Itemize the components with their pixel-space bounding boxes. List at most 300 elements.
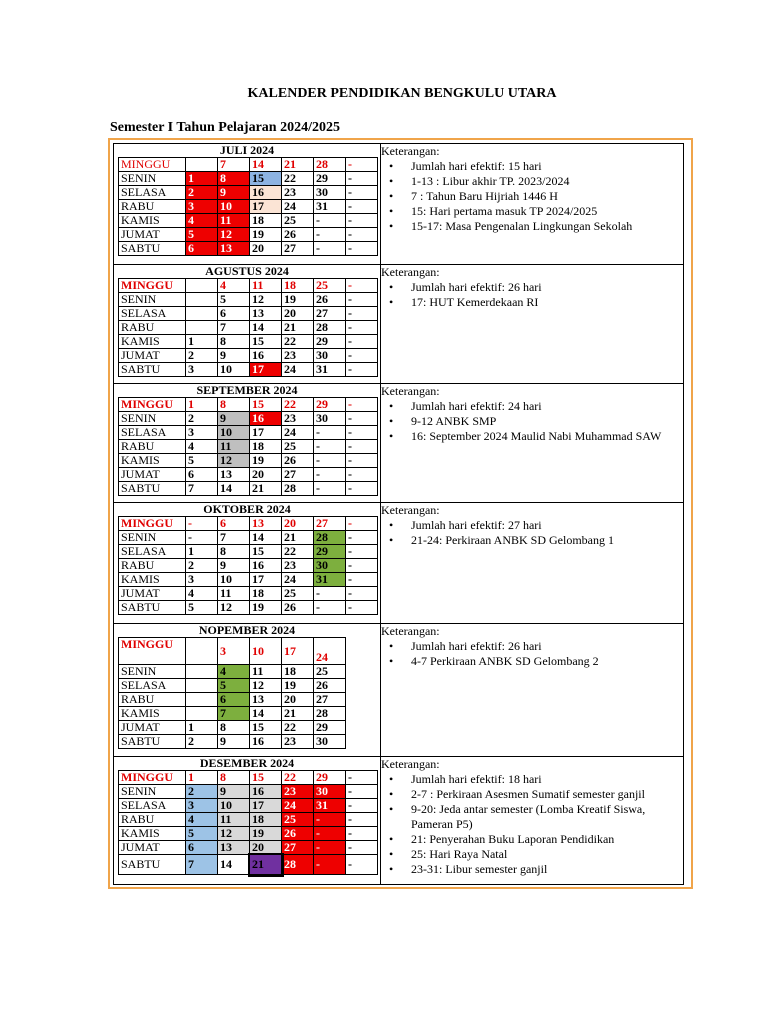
date-cell: 11 — [250, 279, 282, 293]
week-row — [119, 279, 378, 293]
week-row — [119, 587, 378, 601]
date-cell: - — [346, 293, 378, 307]
day-label: SELASA — [119, 186, 186, 200]
date-cell: 6 — [218, 307, 250, 321]
date-cell: 16 — [250, 349, 282, 363]
week-row — [119, 335, 378, 349]
date-cell: 21 — [282, 158, 314, 172]
day-label: KAMIS — [119, 214, 186, 228]
date-cell: 25 — [314, 665, 346, 679]
date-cell: 29 — [314, 398, 346, 412]
date-cell: 25 — [314, 279, 346, 293]
date-cell: - — [346, 587, 378, 601]
day-label: RABU — [119, 813, 186, 827]
date-cell: - — [314, 601, 346, 615]
date-cell: - — [314, 242, 346, 256]
date-cell: 23 — [282, 785, 314, 799]
note-item: • Jumlah hari efektif: 24 hari — [381, 399, 683, 414]
note-item: • 15: Hari pertama masuk TP 2024/2025 — [381, 204, 683, 219]
date-cell: - — [346, 482, 378, 496]
date-cell: 28 — [314, 158, 346, 172]
semester-subtitle: Semester I Tahun Pelajaran 2024/2025 — [110, 120, 340, 135]
date-cell: - — [346, 573, 378, 587]
date-cell: 1 — [186, 771, 218, 785]
date-cell: 9 — [218, 735, 250, 749]
date-cell: 18 — [250, 813, 282, 827]
date-cell: 22 — [282, 771, 314, 785]
day-label: SENIN — [119, 172, 186, 186]
date-cell: 6 — [186, 468, 218, 482]
date-cell: 19 — [250, 228, 282, 242]
date-cell: 16 — [250, 735, 282, 749]
date-cell: - — [346, 841, 378, 855]
day-label: SABTU — [119, 482, 186, 496]
date-cell: - — [346, 214, 378, 228]
month-grid — [118, 397, 378, 496]
date-cell: 15 — [250, 771, 282, 785]
month-row-oktober — [114, 503, 684, 624]
note-item: • 21-24: Perkiraan ANBK SD Gelombang 1 — [381, 533, 683, 548]
week-row — [119, 228, 378, 242]
date-cell: - — [314, 440, 346, 454]
week-row — [119, 412, 378, 426]
page-title: KALENDER PENDIDIKAN BENGKULU UTARA — [247, 86, 557, 101]
date-cell: 3 — [186, 200, 218, 214]
date-cell: 1 — [186, 721, 218, 735]
date-cell: 25 — [282, 440, 314, 454]
week-row — [119, 307, 378, 321]
note-item: • 2-7 : Perkiraan Asesmen Sumatif semester ganjil — [381, 787, 683, 802]
date-cell: 13 — [250, 517, 282, 531]
date-cell: 18 — [282, 279, 314, 293]
date-cell: 8 — [218, 771, 250, 785]
date-cell: 14 — [218, 482, 250, 496]
date-cell: 5 — [218, 679, 250, 693]
date-cell: 3 — [186, 799, 218, 813]
notes-cell — [381, 503, 684, 624]
month-title: AGUSTUS 2024 — [205, 264, 289, 278]
date-cell: 12 — [218, 601, 250, 615]
date-cell: 16 — [250, 785, 282, 799]
date-cell: 13 — [218, 841, 250, 855]
date-cell: 28 — [282, 482, 314, 496]
date-cell: 23 — [282, 186, 314, 200]
week-row — [119, 186, 378, 200]
date-cell: 17 — [250, 363, 282, 377]
date-cell: - — [346, 855, 378, 875]
date-cell: 2 — [186, 785, 218, 799]
date-cell: - — [346, 440, 378, 454]
day-label: SELASA — [119, 307, 186, 321]
date-cell: - — [346, 412, 378, 426]
day-label: JUMAT — [119, 841, 186, 855]
notes-cell — [381, 265, 684, 384]
notes-label: Keterangan: — [381, 265, 440, 279]
date-cell: 3 — [218, 638, 250, 665]
date-cell: 29 — [314, 545, 346, 559]
note-item: • Jumlah hari efektif: 27 hari — [381, 518, 683, 533]
date-cell: - — [314, 468, 346, 482]
notes-cell — [381, 144, 684, 265]
date-cell: 19 — [282, 679, 314, 693]
date-cell: 9 — [218, 412, 250, 426]
date-cell: 30 — [314, 735, 346, 749]
date-cell: - — [346, 827, 378, 841]
month-title: DESEMBER 2024 — [199, 756, 295, 770]
date-cell: 21 — [282, 707, 314, 721]
date-cell: - — [186, 517, 218, 531]
date-cell: 15 — [250, 172, 282, 186]
date-cell: 14 — [250, 707, 282, 721]
date-cell: 21 — [282, 321, 314, 335]
date-cell: 8 — [218, 721, 250, 735]
notes-list — [381, 399, 683, 444]
date-cell: 11 — [250, 665, 282, 679]
date-cell: 20 — [250, 242, 282, 256]
date-cell: 16 — [250, 559, 282, 573]
notes-label: Keterangan: — [381, 503, 440, 517]
date-cell: 14 — [250, 531, 282, 545]
date-cell: 4 — [186, 813, 218, 827]
date-cell: 2 — [186, 349, 218, 363]
date-cell: 15 — [250, 721, 282, 735]
day-label: KAMIS — [119, 454, 186, 468]
date-cell: - — [314, 841, 346, 855]
date-cell — [186, 293, 218, 307]
month-row-juli — [114, 144, 684, 265]
day-label: SELASA — [119, 545, 186, 559]
month-row-desember — [114, 757, 684, 885]
day-label: SABTU — [119, 855, 186, 875]
note-item: • 21: Penyerahan Buku Laporan Pendidikan — [381, 832, 683, 847]
date-cell: - — [346, 242, 378, 256]
date-cell: 13 — [218, 468, 250, 482]
notes-list — [381, 518, 683, 548]
date-cell: 24 — [314, 638, 346, 665]
week-row — [119, 545, 378, 559]
date-cell: 10 — [218, 200, 250, 214]
day-label: RABU — [119, 321, 186, 335]
date-cell: 31 — [314, 573, 346, 587]
date-cell: 11 — [218, 587, 250, 601]
day-label: SABTU — [119, 735, 186, 749]
note-item: • 15-17: Masa Pengenalan Lingkungan Sekolah — [381, 219, 683, 234]
date-cell: 10 — [250, 638, 282, 665]
date-cell: 5 — [186, 228, 218, 242]
date-cell: 27 — [314, 517, 346, 531]
date-cell: 23 — [282, 412, 314, 426]
date-cell: 30 — [314, 412, 346, 426]
date-cell: 29 — [314, 172, 346, 186]
week-row — [119, 531, 378, 545]
date-cell: 26 — [282, 454, 314, 468]
notes-cell — [381, 757, 684, 885]
month-grid — [118, 516, 378, 615]
date-cell: 15 — [250, 398, 282, 412]
date-cell: 23 — [282, 735, 314, 749]
week-row — [119, 665, 346, 679]
date-cell: 10 — [218, 573, 250, 587]
date-cell: 28 — [314, 707, 346, 721]
week-row — [119, 158, 378, 172]
date-cell: - — [314, 587, 346, 601]
date-cell: 16 — [250, 412, 282, 426]
day-label: JUMAT — [119, 468, 186, 482]
note-item: • 17: HUT Kemerdekaan RI — [381, 295, 683, 310]
date-cell: 17 — [250, 200, 282, 214]
date-cell: - — [346, 186, 378, 200]
month-grid — [118, 157, 378, 256]
notes-list — [381, 639, 683, 669]
date-cell: 30 — [314, 785, 346, 799]
date-cell: 20 — [250, 468, 282, 482]
day-label: SABTU — [119, 242, 186, 256]
date-cell: 3 — [186, 426, 218, 440]
date-cell: - — [346, 200, 378, 214]
day-label: RABU — [119, 200, 186, 214]
date-cell: 26 — [282, 228, 314, 242]
date-cell: 17 — [250, 799, 282, 813]
note-item: • Jumlah hari efektif: 18 hari — [381, 772, 683, 787]
month-grid — [118, 770, 378, 875]
day-label: SELASA — [119, 679, 186, 693]
note-item: • 1-13 : Libur akhir TP. 2023/2024 — [381, 174, 683, 189]
week-row — [119, 827, 378, 841]
date-cell — [186, 707, 218, 721]
note-item: • 4-7 Perkiraan ANBK SD Gelombang 2 — [381, 654, 683, 669]
day-label: SELASA — [119, 799, 186, 813]
day-label: SELASA — [119, 426, 186, 440]
date-cell: 22 — [282, 721, 314, 735]
date-cell: - — [346, 158, 378, 172]
date-cell: - — [346, 799, 378, 813]
date-cell: - — [314, 426, 346, 440]
date-cell: 24 — [282, 799, 314, 813]
date-cell: 7 — [186, 855, 218, 875]
date-cell: 24 — [282, 200, 314, 214]
date-cell: 13 — [250, 307, 282, 321]
month-row-nopember — [114, 624, 684, 757]
day-label: JUMAT — [119, 721, 186, 735]
month-grid — [118, 637, 346, 749]
week-row — [119, 707, 346, 721]
notes-label: Keterangan: — [381, 757, 440, 771]
date-cell — [186, 665, 218, 679]
date-cell — [186, 279, 218, 293]
date-cell: - — [346, 545, 378, 559]
date-cell: 30 — [314, 349, 346, 363]
date-cell: 9 — [218, 186, 250, 200]
week-row — [119, 398, 378, 412]
date-cell: - — [346, 771, 378, 785]
date-cell: 28 — [314, 321, 346, 335]
date-cell: 24 — [282, 363, 314, 377]
week-row — [119, 293, 378, 307]
week-row — [119, 679, 346, 693]
week-row — [119, 559, 378, 573]
date-cell: - — [346, 531, 378, 545]
date-cell: - — [186, 531, 218, 545]
day-label: KAMIS — [119, 335, 186, 349]
date-cell: 9 — [218, 785, 250, 799]
date-cell: 22 — [282, 545, 314, 559]
date-cell: 11 — [218, 440, 250, 454]
date-cell: 22 — [282, 398, 314, 412]
date-cell: 9 — [218, 349, 250, 363]
week-row — [119, 855, 378, 875]
date-cell: 18 — [250, 587, 282, 601]
date-cell: 10 — [218, 426, 250, 440]
date-cell: 14 — [218, 855, 250, 875]
date-cell: - — [346, 517, 378, 531]
date-cell: 26 — [282, 827, 314, 841]
week-row — [119, 735, 346, 749]
date-cell: 17 — [250, 573, 282, 587]
date-cell: - — [346, 172, 378, 186]
date-cell: 15 — [250, 335, 282, 349]
notes-label: Keterangan: — [381, 624, 440, 638]
note-item: • Jumlah hari efektif: 26 hari — [381, 639, 683, 654]
date-cell: 30 — [314, 559, 346, 573]
date-cell: 27 — [282, 841, 314, 855]
date-cell: - — [314, 228, 346, 242]
date-cell: - — [346, 785, 378, 799]
date-cell: 6 — [186, 242, 218, 256]
date-cell: 4 — [186, 440, 218, 454]
month-title: SEPTEMBER 2024 — [196, 383, 298, 397]
week-row — [119, 172, 378, 186]
date-cell: 2 — [186, 735, 218, 749]
day-label: MINGGU — [119, 158, 186, 172]
date-cell: 12 — [250, 679, 282, 693]
day-label: SENIN — [119, 293, 186, 307]
date-cell: 25 — [282, 214, 314, 228]
note-item: • 9-20: Jeda antar semester (Lomba Kreatif Siswa, Pameran P5) — [381, 802, 683, 832]
date-cell: 5 — [186, 601, 218, 615]
notes-label: Keterangan: — [381, 384, 440, 398]
date-cell: 5 — [186, 827, 218, 841]
note-item: • Jumlah hari efektif: 15 hari — [381, 159, 683, 174]
day-label: JUMAT — [119, 228, 186, 242]
notes-list — [381, 772, 683, 877]
date-cell: 4 — [218, 665, 250, 679]
date-cell: - — [314, 214, 346, 228]
week-row — [119, 426, 378, 440]
date-cell: 17 — [282, 638, 314, 665]
date-cell: - — [346, 228, 378, 242]
date-cell: 12 — [218, 827, 250, 841]
date-cell: - — [346, 321, 378, 335]
date-cell — [186, 307, 218, 321]
day-label: KAMIS — [119, 573, 186, 587]
date-cell: 20 — [282, 517, 314, 531]
date-cell: - — [346, 813, 378, 827]
notes-cell — [381, 624, 684, 757]
date-cell: 1 — [186, 398, 218, 412]
date-cell: 20 — [282, 307, 314, 321]
date-cell — [186, 321, 218, 335]
date-cell: - — [314, 827, 346, 841]
date-cell: 8 — [218, 172, 250, 186]
date-cell: - — [346, 335, 378, 349]
date-cell: 2 — [186, 559, 218, 573]
week-row — [119, 363, 378, 377]
date-cell: - — [346, 454, 378, 468]
date-cell: 13 — [250, 693, 282, 707]
date-cell: 25 — [282, 587, 314, 601]
date-cell: 20 — [250, 841, 282, 855]
date-cell: - — [346, 398, 378, 412]
week-row — [119, 813, 378, 827]
week-row — [119, 638, 346, 665]
day-label: MINGGU — [119, 638, 186, 665]
date-cell — [186, 679, 218, 693]
date-cell: - — [346, 559, 378, 573]
date-cell: 6 — [218, 517, 250, 531]
date-cell: 19 — [250, 601, 282, 615]
date-cell: 24 — [282, 426, 314, 440]
date-cell: 5 — [218, 293, 250, 307]
week-row — [119, 799, 378, 813]
date-cell: 4 — [186, 587, 218, 601]
day-label: MINGGU — [119, 517, 186, 531]
date-cell: 9 — [218, 559, 250, 573]
date-cell: 30 — [314, 186, 346, 200]
date-cell: 24 — [282, 573, 314, 587]
date-cell: 25 — [282, 813, 314, 827]
day-label: RABU — [119, 440, 186, 454]
date-cell: 6 — [186, 841, 218, 855]
date-cell: 20 — [282, 693, 314, 707]
date-cell: 1 — [186, 545, 218, 559]
week-row — [119, 440, 378, 454]
week-row — [119, 771, 378, 785]
day-label: SENIN — [119, 531, 186, 545]
date-cell: - — [346, 349, 378, 363]
date-cell — [186, 158, 218, 172]
week-row — [119, 482, 378, 496]
date-cell: 1 — [186, 172, 218, 186]
week-row — [119, 214, 378, 228]
month-row-agustus — [114, 265, 684, 384]
month-row-september — [114, 384, 684, 503]
week-row — [119, 454, 378, 468]
date-cell: 12 — [218, 454, 250, 468]
day-label: KAMIS — [119, 827, 186, 841]
month-title: OKTOBER 2024 — [203, 502, 291, 516]
date-cell: 31 — [314, 799, 346, 813]
date-cell: - — [346, 279, 378, 293]
note-item: • 25: Hari Raya Natal — [381, 847, 683, 862]
notes-list — [381, 280, 683, 310]
date-cell: 27 — [314, 693, 346, 707]
day-label: JUMAT — [119, 587, 186, 601]
date-cell: - — [314, 855, 346, 875]
note-item: • Jumlah hari efektif: 26 hari — [381, 280, 683, 295]
date-cell: 26 — [314, 293, 346, 307]
month-title: NOPEMBER 2024 — [198, 623, 296, 637]
date-cell: - — [314, 813, 346, 827]
date-cell: 6 — [218, 693, 250, 707]
date-cell: 8 — [218, 335, 250, 349]
notes-list — [381, 159, 683, 234]
date-cell: 19 — [282, 293, 314, 307]
date-cell: 29 — [314, 335, 346, 349]
date-cell: 26 — [282, 601, 314, 615]
date-cell: 13 — [218, 242, 250, 256]
day-label: RABU — [119, 693, 186, 707]
week-row — [119, 785, 378, 799]
